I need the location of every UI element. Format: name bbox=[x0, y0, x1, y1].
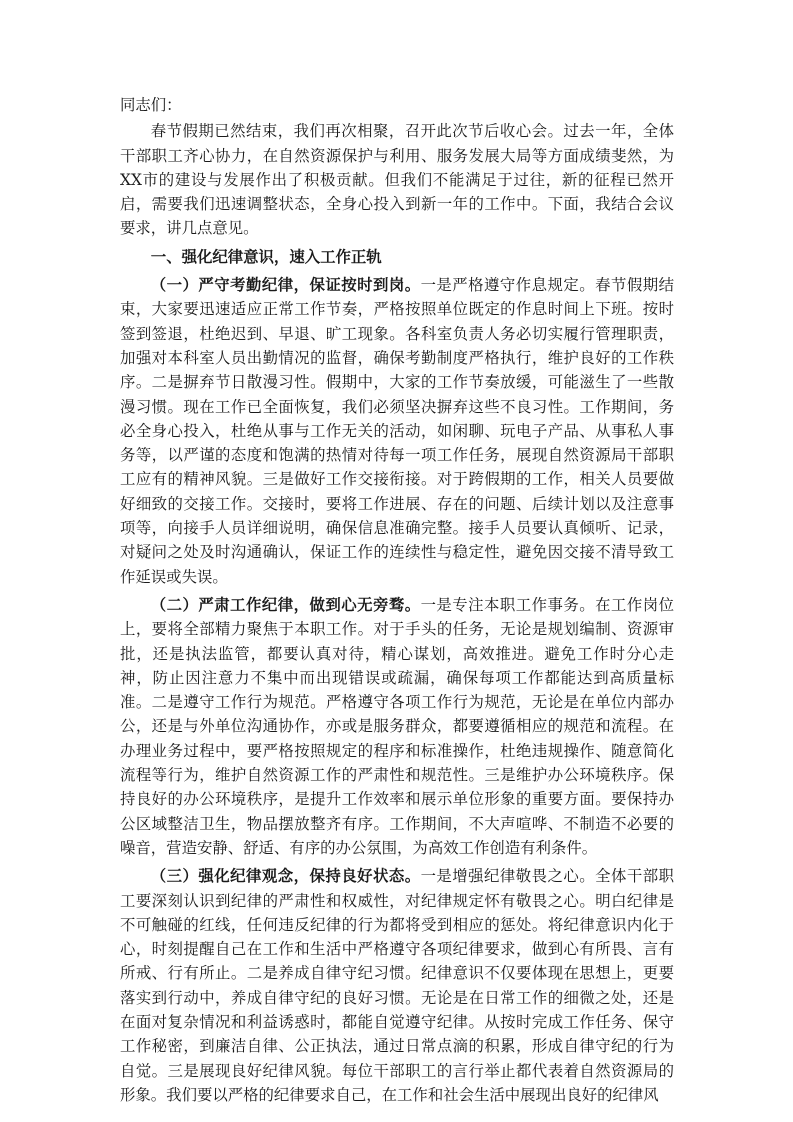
subsection-paragraph-2 bbox=[120, 593, 674, 860]
subsection-body-1: 一是严格遵守作息规定。春节假期结束，大家要迅速适应正常工作节奏，严格按照单位既定的作息时间上下班。按时签到签退，杜绝迟到、早退、旷工现象。各科室负责人务必切实履行管理职责，加强对本科室人员出勤情况的监督，确保考勤制度严格执行，维护良好的工作秩序。二是摒弃节日散漫习性。假期中，大家的工作节奏放缓，可能滋生了一些散漫习惯。现在工作已全面恢复，我们必须坚决摒弃这些不良习性。工作期间，务必全身心投入，杜绝从事与工作无关的活动，如闲聊、玩电子产品、从事私人事务等，以严谨的态度和饱满的热情对待每一项工作任务，展现自然资源局干部职工应有的精神风貌。三是做好工作交接衔接。对于跨假期的工作，相关人员要做好细致的交接工作。交接时，要将工作进展、存在的问题、后续计划以及注意事项等，向接手人员详细说明，确保信息准确完整。接手人员要认真倾听、记录，对疑问之处及时沟通确认，保证工作的连续性与稳定性，避免因交接不清导致工作延误或失误。 bbox=[120, 276, 674, 586]
subsection-lead-1: （一）严守考勤纪律，保证按时到岗。 bbox=[150, 276, 421, 295]
subsection-body-3: 一是增强纪律敬畏之心。全体干部职工要深刻认识到纪律的严肃性和权威性，对纪律规定怀有敬畏之心。明白纪律是不可触碰的红线，任何违反纪律的行为都将受到相应的惩处。将纪律意识内化于心，时刻提醒自己在工作和生活中严格遵守各项纪律要求，做到心有所畏、言有所戒、行有所止。二是养成自律守纪习惯。纪律意识不仅要体现在思想上，更要落实到行动中，养成自律守纪的良好习惯。无论是在日常工作的细微之处，还是在面对复杂情况和利益诱惑时，都能自觉遵守纪律。从按时完成工作任务、保守工作秘密，到廉洁自律、公正执法，通过日常点滴的积累，形成自律守纪的行为自觉。三是展现良好纪律风貌。每位干部职工的言行举止都代表着自然资源局的形象。我们要以严格的纪律要求自己，在工作和社会生活中展现出良好的纪律风 bbox=[120, 867, 674, 1104]
document-page bbox=[120, 93, 674, 1111]
section-heading: 一、强化纪律意识，速入工作正轨 bbox=[150, 247, 382, 266]
greeting: 同志们： bbox=[120, 96, 182, 114]
subsection-paragraph-3 bbox=[120, 864, 674, 1107]
subsection-paragraph-1 bbox=[120, 273, 674, 589]
subsection-lead-2: （二）严肃工作纪律，做到心无旁骛。 bbox=[150, 595, 421, 614]
subsection-lead-3: （三）强化纪律观念，保持良好状态。 bbox=[150, 867, 421, 886]
intro-paragraph: 春节假期已然结束，我们再次相聚，召开此次节后收心会。过去一年，全体干部职工齐心协力，在自然资源保护与利用、服务发展大局等方面成绩斐然，为XX市的建设与发展作出了积极贡献。但我们不能满足于过往，新的征程已然开启，需要我们迅速调整状态，全身心投入到新一年的工作中。下面，我结合会议要求，讲几点意见。 bbox=[120, 122, 674, 238]
subsection-body-2: 一是专注本职工作事务。在工作岗位上，要将全部精力聚焦于本职工作。对于手头的任务，无论是规划编制、资源审批，还是执法监管，都要认真对待，精心谋划，高效推进。避免工作时分心走神，防止因注意力不集中而出现错误或疏漏，确保每项工作都能达到高质量标准。二是遵守工作行为规范。严格遵守各项工作行为规范，无论是在单位内部办公，还是与外单位沟通协作，亦或是服务群众，都要遵循相应的规范和流程。在办理业务过程中，要严格按照规定的程序和标准操作，杜绝违规操作、随意简化流程等行为，维护自然资源工作的严肃性和规范性。三是维护办公环境秩序。保持良好的办公环境秩序，是提升工作效率和展示单位形象的重要方面。要保持办公区域整洁卫生，物品摆放整齐有序。工作期间，不大声喧哗、不制造不必要的噪音，营造安静、舒适、有序的办公氛围，为高效工作创造有利条件。 bbox=[120, 595, 674, 857]
